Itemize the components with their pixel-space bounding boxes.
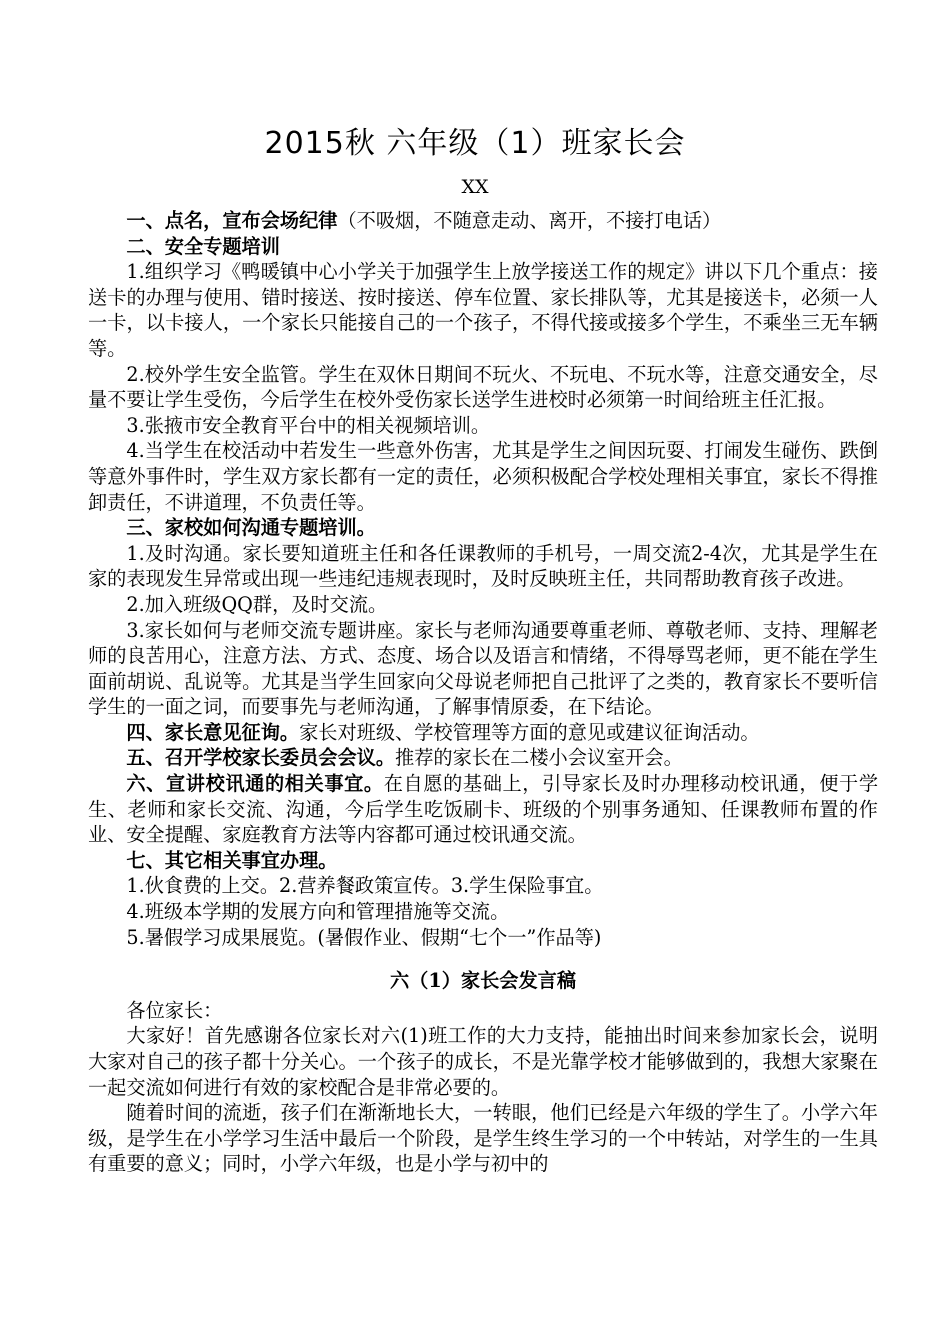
section-4 [88,720,878,746]
section-5-heading: 五、召开学校家长委员会会议。 [126,746,396,770]
section-2-item-2: 2.校外学生安全监管。学生在双休日期间不玩火、不玩电、不玩水等，注意交通安全，尽量不要让学生受伤，今后学生在校外受伤家长送学生进校时必须第一时间给班主任汇报。 [88,362,878,412]
section-6-heading: 六、宣讲校讯通的相关事宜。 [126,772,384,796]
section-3-heading: 三、家校如何沟通专题培训。 [126,516,376,540]
section-4-text: 家长对班级、学校管理等方面的意见或建议征询活动。 [299,720,760,744]
section-7-item-2: 4.班级本学期的发展方向和管理措施等交流。 [126,900,510,924]
section-1-heading: 一、点名，宣布会场纪律 [126,209,338,232]
section-5 [88,745,878,771]
section-5-text: 推荐的家长在二楼小会议室开会。 [395,746,683,770]
speech-greeting: 各位家长： [126,998,223,1022]
section-7-item-3: 5.暑假学习成果展览。(暑假作业、假期“七个一”作品等) [126,925,602,949]
section-1-text: （不吸烟，不随意走动、离开，不接打电话） [337,209,722,232]
section-1 [88,208,878,234]
section-6-text: 在自愿的基础上，引导家长及时办理移动校讯通，便于学生、老师和家长交流、沟通，今后学生吃饭刷卡、班级的个别事务通知、任课教师布置的作业、安全提醒、家庭教育方法等内容都可通过校讯通交流。 [88,772,879,847]
section-3-item-1: 1.及时沟通。家长要知道班主任和各任课教师的手机号，一周交流2-4次，尤其是学生在家的表现发生异常或出现一些违纪违规表现时，及时反映班主任，共同帮助教育孩子改进。 [88,541,878,591]
section-6 [88,771,878,848]
section-7-item-1: 1.伙食费的上交。2.营养餐政策宣传。3.学生保险事宜。 [126,874,604,898]
section-2-item-3: 3.张掖市安全教育平台中的相关视频培训。 [126,413,491,437]
section-2-item-1: 1.组织学习《鸭暖镇中心小学关于加强学生上放学接送工作的规定》讲以下几个重点：接送卡的办理与使用、错时接送、按时接送、停车位置、家长排队等，尤其是接送卡，必须一人一卡，以卡接人，一个家长只能接自己的一个孩子，不得代接或接多个学生，不乘坐三无车辆等。 [88,260,878,360]
section-3-item-3: 3.家长如何与老师交流专题讲座。家长与老师沟通要尊重老师、尊敬老师、支持、理解老师的良苦用心，注意方法、方式、态度、场合以及语言和情绪，不得辱骂老师，更不能在学生面前胡说、乱说等。尤其是当学生回家向父母说老师把自己批评了之类的，教育家长不要听信学生的一面之词，而要事先与老师沟通，了解事情原委，在下结论。 [88,618,878,719]
speech-paragraph-1: 大家好！首先感谢各位家长对六(1)班工作的大力支持，能抽出时间来参加家长会，说明大家对自己的孩子都十分关心。一个孩子的成长，不是光靠学校才能够做到的，我想大家聚在一起交流如何进行有效的家校配合是非常必要的。 [88,1024,878,1099]
document-title: 2015秋 六年级（1）班家长会 [264,126,686,161]
section-7-heading: 七、其它相关事宜办理。 [126,848,338,872]
section-4-heading: 四、家长意见征询。 [126,720,300,744]
section-2-heading: 二、安全专题培训 [126,234,280,258]
section-3-item-2: 2.加入班级QQ群，及时交流。 [126,592,388,616]
document-author: XX [461,176,489,198]
section-2-item-4: 4.当学生在校活动中若发生一些意外伤害，尤其是学生之间因玩耍、打闹发生碰伤、跌倒等意外事件时，学生双方家长都有一定的责任，必须积极配合学校处理相关事宜，家长不得推卸责任，不讲道理，不负责任等。 [88,439,878,514]
speech-title: 六（1）家长会发言稿 [389,969,577,993]
document-body [88,208,878,1177]
speech-paragraph-2: 随着时间的流逝，孩子们在渐渐地长大，一转眼，他们已经是六年级的学生了。小学六年级，是学生在小学学习生活中最后一个阶段，是学生终生学习的一个中转站，对学生的一生具有重要的意义；同时，小学六年级，也是小学与初中的 [88,1101,878,1176]
